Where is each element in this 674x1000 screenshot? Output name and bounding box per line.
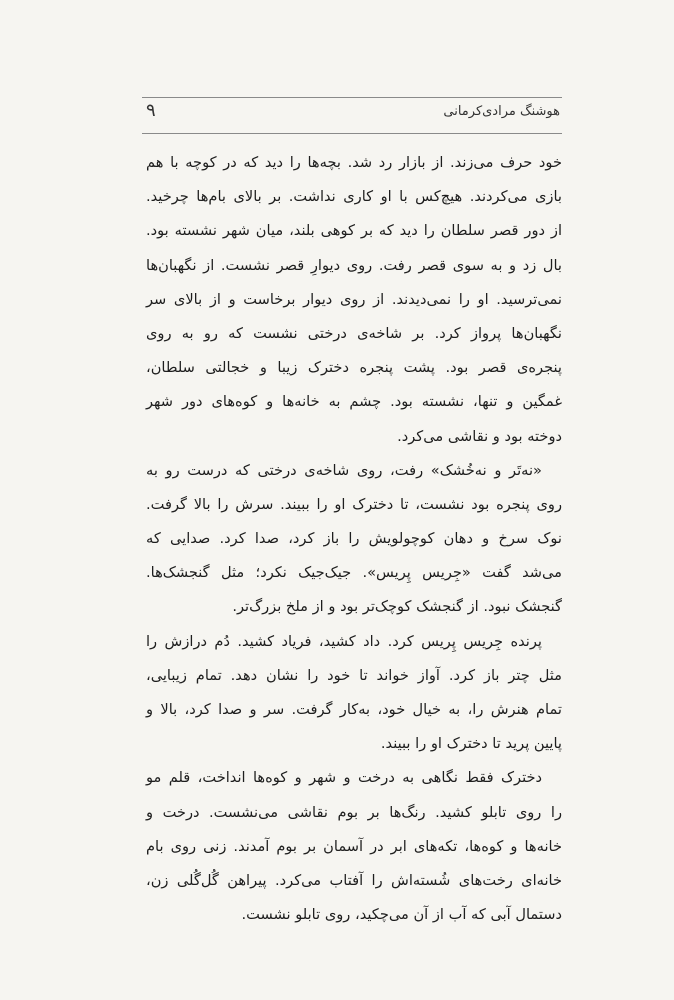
text-line: بال زد و به سوی قصر رفت. روی دیوارِ قصر نشست. از نگهبان‌ها xyxy=(146,256,562,274)
text-line: خانه‌ای رخت‌های شُسته‌اش را آفتاب می‌کرد. پیراهن گُل‌گُلی زن، xyxy=(146,871,562,889)
page-number: ۹ xyxy=(146,100,156,121)
text-line: دستمال آبی که آب از آن می‌چکید، روی تابلو نشست. xyxy=(241,906,562,924)
header-top-rule xyxy=(142,97,562,98)
text-line: خانه‌ها و کوه‌ها، تکه‌های ابر در آسمان بر بوم آمدند. زنی روی بام xyxy=(146,837,562,855)
text-line: مثل چتر باز کرد. آواز خواند تا خود را نشان دهد. تمام زیبایی، xyxy=(146,666,562,684)
text-line: می‌شد گفت «جِریس پِریس». جیک‌جیک نکرد؛ مثل گنجشک‌ها. xyxy=(146,564,562,582)
text-line: غمگین و تنها، نشسته بود. چشم به خانه‌ها و کوه‌های دور شهر xyxy=(146,393,562,411)
text-line: نوک سرخ و دهان کوچولویش را باز کرد، صدا کرد. صدایی که xyxy=(146,530,562,548)
running-header-author: هوشنگ مرادی‌کرمانی xyxy=(443,104,560,119)
text-line: خود حرف می‌زند. از بازار رد شد. بچه‌ها را دید که در کوچه با هم xyxy=(146,154,562,171)
text-line: دخترک فقط نگاهی به درخت و شهر و کوه‌ها انداخت، قلم مو xyxy=(146,769,542,787)
text-line: روی پنجره بود نشست، تا دخترک او را ببیند. سرش را بالا گرفت. xyxy=(146,495,562,513)
body-text xyxy=(146,146,562,932)
text-line: نگهبان‌ها پرواز کرد. بر شاخه‌ی درختی نشست که رو به روی xyxy=(146,324,562,342)
text-line: از دور قصر سلطان را دید که بر کوهی بلند، میان شهر نشسته بود. xyxy=(146,222,562,240)
header-bottom-rule xyxy=(142,133,562,134)
text-line: نمی‌ترسید. او را نمی‌دیدند. از روی دیوار برخاست و از بالای سر xyxy=(146,290,562,308)
text-line: پایین پرید تا دخترک او را ببیند. xyxy=(380,735,562,753)
text-line: بازی می‌کردند. هیچ‌کس با او کاری نداشت. بر بالای بام‌ها چرخید. xyxy=(146,188,562,206)
text-line: گنجشک نبود. از گنجشک کوچک‌تر بود و از ملخ بزرگ‌تر. xyxy=(232,598,562,616)
text-line: پنجره‌ی قصر بود. پشت پنجره دخترک زیبا و خجالتی سلطان، xyxy=(146,359,562,377)
text-line: «نه‌تَر و نه‌خُشک» رفت، روی شاخه‌ی درختی که درست رو به xyxy=(146,461,542,479)
text-line: تمام هنرش را، به خیال خود، به‌کار گرفت. سر و صدا کرد، بالا و xyxy=(146,701,562,718)
text-line: را روی تابلو کشید. رنگ‌ها بر بوم نقاشی می‌نشست. درخت و xyxy=(146,803,562,821)
text-line: دوخته بود و نقاشی می‌کرد. xyxy=(397,427,562,445)
text-line: پرنده جِریس پِریس کرد. داد کشید، فریاد کشید. دُم درازش را xyxy=(146,632,542,650)
